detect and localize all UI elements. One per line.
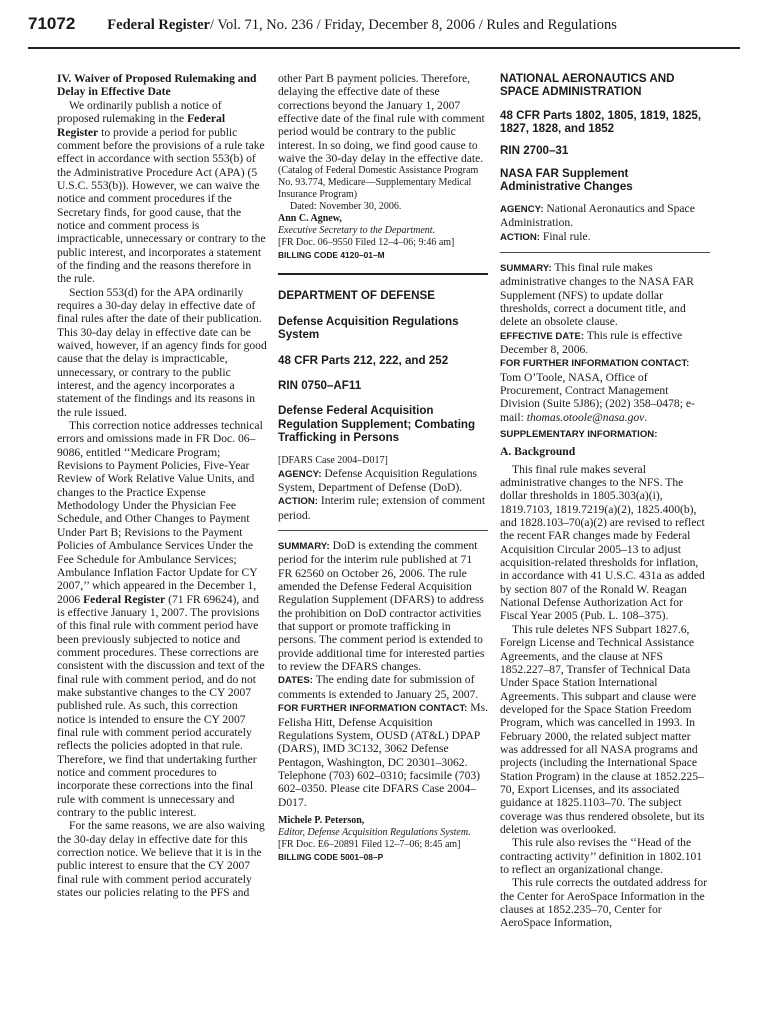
- billing-code: BILLING CODE 4120–01–M: [278, 250, 385, 261]
- section-divider: [278, 273, 488, 275]
- page-number: 71072: [28, 14, 76, 33]
- signer-name: Ann C. Agnew,: [278, 213, 342, 225]
- case-number: [DFARS Case 2004–D017]: [278, 454, 388, 466]
- agency-field: AGENCY: Defense Acquisition Regulations System, Department of Defense (DoD).: [278, 466, 478, 494]
- column-1: [57, 72, 267, 899]
- summary-field: SUMMARY: This final rule makes administrative changes to the NASA FAR Supplement (NFS) to update dollar thresholds, correct a document title, and delete an obsolete clause.: [500, 260, 694, 329]
- paragraph: For the same reasons, we are also waiving the 30-day delay in effective date for this correction notice. We believe that it is in the public interest to ensure that the CY 2007 final rule with comment period accurately states our policies relating to the PFS and: [57, 819, 265, 900]
- fr-doc-line: [FR Doc. 06–9550 Filed 12–4–06; 9:46 am]: [278, 237, 455, 249]
- paragraph: This rule corrects the outdated address for the Center for AeroSpace Information in the clauses at 1852.235–70, Center for AeroSpace Information,: [500, 876, 708, 930]
- paragraph: We ordinarily publish a notice of proposed rulemaking in the Federal Register to provide a period for public comment before the provisions of a rule take effect in accordance with section 553(b) of the Administrative Procedure Act (APA) (5 U.S.C. 553(b)). However, we can waive the notice and comment procedures if the Secretary finds, for good cause, that the notice and comment process is impracticable, unnecessary or contrary to the public interest, and incorporates a statement of the finding and the reasons therefore in the rule.: [57, 98, 266, 286]
- contact-field: FOR FURTHER INFORMATION CONTACT: Ms. Felisha Hitt, Defense Acquisition Regulations System, OUSD (AT&L) DPAP (DARS), IMD 3C132, 3062 Defense Pentagon, Washington, DC 20301–3062. Telephone (703) 602–0310; facsimile (703) 602–0350. Please cite DFARS Case 2004–D017.: [278, 701, 488, 809]
- summary-field: SUMMARY: DoD is extending the comment period for the interim rule published at 71 FR 62560 on October 26, 2006. The rule amended the Defense Federal Acquisition Regulation Supplement (DFARS) to address the prohibition on DoD contractor activities that support or promote trafficking in persons. The comment period is extended to provide additional time for interested parties to review the DFARS changes.: [278, 539, 485, 674]
- paragraph: This rule also revises the ‘‘Head of the contracting activity’’ definition in 1802.101 to reflect an organizational change.: [500, 836, 703, 876]
- column-3: [500, 72, 710, 930]
- rin-heading: RIN 2700–31: [500, 143, 569, 157]
- header-rule: [28, 47, 740, 49]
- effective-date-field: EFFECTIVE DATE: This rule is effective December 8, 2006.: [500, 328, 683, 356]
- cfr-heading: 48 CFR Parts 212, 222, and 252: [278, 353, 449, 367]
- signer-title: Executive Secretary to the Department.: [278, 225, 436, 237]
- catalog-note: (Catalog of Federal Domestic Assistance Program No. 93.774, Medicare—Supplementary Medical Insurance Program): [278, 165, 479, 201]
- action-field: ACTION: Interim rule; extension of comment period.: [278, 494, 486, 522]
- divider: [278, 530, 488, 531]
- billing-code: BILLING CODE 5001–08–P: [278, 851, 384, 862]
- fr-doc-line: [FR Doc. E6–20891 Filed 12–7–06; 8:45 am]: [278, 838, 461, 850]
- rule-title: NASA FAR Supplement Administrative Changes: [500, 167, 633, 194]
- contact-email[interactable]: thomas.otoole@nasa.gov: [526, 410, 645, 424]
- background-heading: A. Background: [500, 445, 576, 459]
- paragraph: This rule deletes NFS Subpart 1827.6, Foreign License and Technical Assistance Agreements, and the clause at NFS 1852.227–87, Transfer of Technical Data Under Space Station International Agreements. This subpart and clause were developed for the Space Station Freedom Program, which was cancelled in 1993. In February 2000, the related subject matter was addressed for all NASA programs and projects (including the International Space Station Program) in the clause at 1852.225–70, Export Licenses, and its associated guidance at 1825.1103–70. The subject coverage was thus rendered obsolete, but its deletion was overlooked.: [500, 622, 705, 836]
- signer-title: Editor, Defense Acquisition Regulations System.: [278, 826, 471, 838]
- agency-field: AGENCY: National Aeronautics and Space Administration.: [500, 201, 695, 230]
- paragraph: other Part B payment policies. Therefore, delaying the effective date of these corrections beyond the January 1, 2007 effective date of the final rule with comment period would be contrary to the public interest. In so doing, we find good cause to waive the 30-day delay in the effective date.: [278, 72, 485, 166]
- dates-field: DATES: The ending date for submission of comments is extended to January 25, 2007.: [278, 673, 479, 701]
- agency-heading: NATIONAL AERONAUTICS AND SPACE ADMINISTRATION: [500, 72, 675, 99]
- paragraph: This correction notice addresses technical errors and omissions made in FR Doc. 06–9086, entitled ‘‘Medicare Program; Revisions to Payment Policies, Five-Year Review of Work Relative Value Units, and changes to the Practice Expense Methodology Under the Physician Fee Schedule, and Other Changes to Payment Under Part B; Revisions to the Payment Policies of Ambulance Services Under the Fee Schedule for Ambulance Services; Ambulance Inflation Factor Update for CY 2007,’’ which appeared in the December 1, 2006 Federal Register (71 FR 69624), and is effective January 1, 2007. The provisions of this final rule with comment period have been previously subjected to notice and comment procedures. These corrections are consistent with the discussion and text of the final rule with comment period, and do not make substantive changes to the CY 2007 published rule. As such, this correction notice is intended to ensure the CY 2007 final rule with comment period accurately reflects the policies adopted in that rule. Therefore, we find that undertaking further notice and comment procedures to incorporate these corrections into the final rule with comment is unnecessary and contrary to the public interest.: [57, 419, 265, 820]
- dated-line: Dated: November 30, 2006.: [290, 201, 402, 213]
- action-field: ACTION: Final rule.: [500, 229, 591, 243]
- publication-name: Federal Register: [107, 17, 210, 33]
- agency-heading: DEPARTMENT OF DEFENSE: [278, 289, 435, 303]
- paragraph: This final rule makes several administrative changes to the NFS. The dollar thresholds in 1805.303(a)(i), 1819.7103, 1819.7219(a)(2), 1825.400(b), and 1828.103–70(a)(2) are revised to reflect the recent FAR changes made by Federal Acquisition Circular 2005–13 to adjust acquisition-related thresholds for inflation, in accordance with 41 U.S.C. 431a as added by section 807 of the Ronald W. Reagan National Defense Authorization Act for Fiscal Year 2005 (Pub. L. 108–375).: [500, 462, 705, 623]
- paragraph: Section 553(d) for the APA ordinarily requires a 30-day delay in effective date of final rules after the date of their publication. This 30-day delay in effective date can be waived, however, if an agency finds for good cause that the delay is impracticable, unnecessary, or contrary to the public interest, and the agency incorporates a statement of the findings and its reasons in the rule issued.: [57, 285, 267, 419]
- page-header: [28, 14, 740, 42]
- rin-heading: RIN 0750–AF11: [278, 379, 362, 393]
- column-2: [278, 72, 488, 863]
- cfr-heading: 48 CFR Parts 1802, 1805, 1819, 1825, 1827, 1828, and 1852: [500, 108, 702, 136]
- rule-title: Defense Federal Acquisition Regulation Supplement; Combating Trafficking in Persons: [278, 404, 476, 445]
- section-heading: IV. Waiver of Proposed Rulemaking and Delay in Effective Date: [57, 72, 257, 99]
- supplementary-label: SUPPLEMENTARY INFORMATION:: [500, 429, 658, 440]
- contact-field: FOR FURTHER INFORMATION CONTACT: Tom O’Toole, NASA, Office of Procurement, Contract Management Division (Suite 5J86); (202) 358–0478; e-mail: thomas.otoole@nasa.gov.: [500, 358, 695, 424]
- issue-citation: / Vol. 71, No. 236 / Friday, December 8, 2006 / Rules and Regulations: [209, 17, 617, 33]
- signer-name: Michele P. Peterson,: [278, 814, 365, 826]
- divider: [500, 252, 710, 253]
- sub-agency-heading: Defense Acquisition Regulations System: [278, 314, 459, 342]
